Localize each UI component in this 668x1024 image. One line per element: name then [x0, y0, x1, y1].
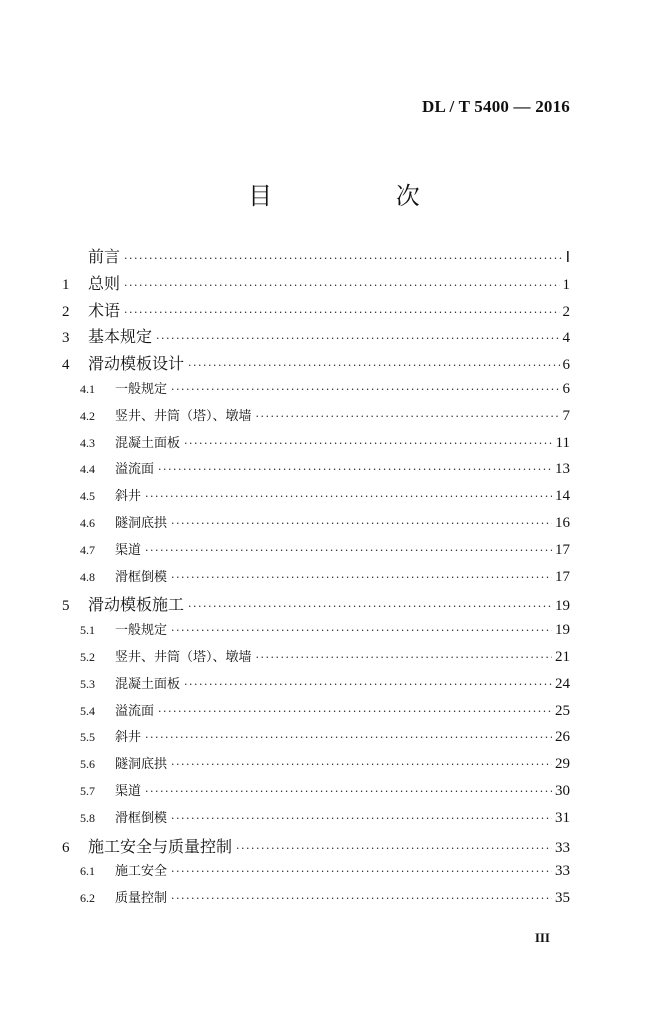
toc-entry[interactable]: [62, 592, 570, 619]
toc-entry-title: 总则: [88, 273, 121, 293]
toc-entry[interactable]: [62, 700, 570, 727]
toc-entry-page: 6: [562, 357, 570, 374]
toc-entry[interactable]: [62, 378, 570, 405]
toc-entry-number: 5: [62, 598, 70, 615]
toc-entry[interactable]: [62, 512, 570, 539]
table-of-contents: [62, 244, 570, 914]
toc-entry-page: 4: [562, 330, 570, 347]
toc-entry-page: 35: [555, 890, 570, 907]
toc-entry-page: 7: [562, 407, 570, 424]
page-title: 目 次: [248, 182, 478, 210]
toc-leader-dots: [171, 865, 552, 878]
toc-entry-title: 混凝土面板: [115, 676, 181, 692]
toc-entry-title: 混凝土面板: [115, 435, 181, 451]
toc-leader-dots: [171, 758, 552, 771]
page-number: III: [534, 930, 550, 945]
toc-entry-title: 溢流面: [115, 462, 155, 478]
toc-entry-number: 4.4: [80, 462, 95, 477]
toc-entry-title: 渠道: [115, 542, 142, 558]
toc-entry-page: 25: [555, 702, 570, 719]
toc-entry-number: 6.1: [80, 864, 95, 879]
toc-entry[interactable]: [62, 646, 570, 673]
toc-entry-page: 31: [555, 809, 570, 826]
toc-entry[interactable]: [62, 458, 570, 485]
toc-entry-page: 13: [555, 461, 570, 478]
toc-entry-number: 3: [62, 330, 70, 347]
toc-entry-number: 4.5: [80, 489, 95, 504]
toc-leader-dots: [171, 624, 552, 637]
toc-leader-dots: [171, 571, 552, 584]
toc-leader-dots: [145, 731, 552, 744]
toc-entry[interactable]: [62, 324, 570, 351]
toc-entry[interactable]: [62, 673, 570, 700]
toc-entry-title: 一般规定: [115, 623, 168, 639]
toc-entry[interactable]: [62, 566, 570, 593]
toc-entry[interactable]: [62, 834, 570, 861]
toc-leader-dots: [145, 544, 552, 557]
toc-entry-number: 5.1: [80, 623, 95, 638]
toc-entry-title: 施工安全: [115, 864, 168, 880]
toc-entry-page: 29: [555, 756, 570, 773]
toc-entry[interactable]: [62, 807, 570, 834]
toc-leader-dots: [171, 517, 552, 530]
toc-entry[interactable]: [62, 619, 570, 646]
toc-entry-title: 竖井、井筒（塔）、墩墙: [115, 649, 252, 665]
toc-entry-page: 16: [555, 514, 570, 531]
toc-entry-page: 19: [555, 598, 570, 615]
toc-entry-title: 滑动模板施工: [88, 595, 185, 615]
toc-entry-number: 5.3: [80, 676, 95, 691]
toc-entry-page: 2: [562, 303, 570, 320]
toc-entry-title: 斜井: [115, 489, 142, 505]
toc-entry-page: 33: [555, 839, 570, 856]
toc-entry-page: 17: [555, 541, 570, 558]
toc-entry-page: 14: [555, 488, 570, 505]
toc-leader-dots: [158, 705, 552, 718]
toc-leader-dots: [184, 437, 553, 450]
toc-entry-title: 竖井、井筒（塔）、墩墙: [115, 408, 252, 424]
toc-entry-title: 隧洞底拱: [115, 757, 168, 773]
toc-entry[interactable]: [62, 860, 570, 887]
toc-leader-dots: [236, 842, 552, 855]
toc-entry-page: 19: [555, 622, 570, 639]
toc-entry-title: 渠道: [115, 783, 142, 799]
toc-leader-dots: [188, 359, 559, 372]
toc-entry[interactable]: [62, 887, 570, 914]
toc-entry-title: 滑框倒模: [115, 810, 168, 826]
toc-leader-dots: [145, 785, 552, 798]
toc-entry-number: 4.3: [80, 435, 95, 450]
toc-entry-page: 17: [555, 568, 570, 585]
document-code: DL / T 5400 — 2016: [422, 97, 570, 116]
toc-entry-title: 溢流面: [115, 703, 155, 719]
toc-entry-number: 5.2: [80, 649, 95, 664]
toc-leader-dots: [188, 600, 552, 613]
toc-entry-title: 质量控制: [115, 891, 168, 907]
toc-entry-page: 1: [562, 276, 570, 293]
toc-entry-page: 21: [555, 648, 570, 665]
toc-entry[interactable]: [62, 485, 570, 512]
toc-entry[interactable]: [62, 244, 570, 271]
toc-leader-dots: [124, 279, 559, 292]
toc-entry-number: 4.2: [80, 408, 95, 423]
toc-entry[interactable]: [62, 351, 570, 378]
toc-leader-dots: [124, 306, 559, 319]
toc-entry-number: 6: [62, 839, 70, 856]
toc-entry[interactable]: [62, 753, 570, 780]
toc-entry-number: 6.2: [80, 891, 95, 906]
toc-leader-dots: [171, 812, 552, 825]
toc-leader-dots: [184, 678, 552, 691]
toc-leader-dots: [145, 490, 552, 503]
toc-entry[interactable]: [62, 271, 570, 298]
toc-entry-page: Ⅰ: [565, 250, 570, 266]
toc-entry-title: 斜井: [115, 730, 142, 746]
toc-entry[interactable]: [62, 405, 570, 432]
toc-leader-dots: [124, 252, 563, 265]
toc-entry-number: 5.6: [80, 757, 95, 772]
toc-entry-page: 11: [555, 434, 570, 451]
toc-leader-dots: [171, 892, 552, 905]
toc-entry-title: 术语: [88, 300, 121, 320]
toc-leader-dots: [256, 410, 560, 423]
toc-entry-page: 6: [562, 380, 570, 397]
toc-entry-title: 前言: [88, 247, 121, 266]
toc-entry[interactable]: [62, 726, 570, 753]
toc-entry-title: 滑动模板设计: [88, 354, 185, 374]
toc-entry-number: 5.5: [80, 730, 95, 745]
toc-entry-number: 4.8: [80, 569, 95, 584]
toc-entry-number: 4.1: [80, 381, 95, 396]
toc-entry-number: 1: [62, 276, 70, 293]
toc-entry-title: 施工安全与质量控制: [88, 836, 233, 856]
toc-entry-page: 26: [555, 729, 570, 746]
toc-leader-dots: [156, 332, 559, 345]
toc-leader-dots: [171, 383, 559, 396]
toc-entry-number: 5.7: [80, 783, 95, 798]
toc-leader-dots: [256, 651, 552, 664]
toc-entry-page: 33: [555, 863, 570, 880]
toc-entry[interactable]: [62, 432, 570, 459]
toc-entry-title: 滑框倒模: [115, 569, 168, 585]
toc-entry-title: 一般规定: [115, 381, 168, 397]
toc-leader-dots: [158, 463, 552, 476]
toc-entry-title: 基本规定: [88, 327, 153, 347]
toc-entry-number: 4: [62, 357, 70, 374]
toc-entry-page: 24: [555, 675, 570, 692]
toc-entry-number: 5.4: [80, 703, 95, 718]
toc-entry-number: 5.8: [80, 810, 95, 825]
toc-entry-number: 4.6: [80, 515, 95, 530]
toc-entry-title: 隧洞底拱: [115, 515, 168, 531]
toc-entry[interactable]: [62, 539, 570, 566]
toc-entry[interactable]: [62, 298, 570, 325]
toc-entry[interactable]: [62, 780, 570, 807]
toc-entry-page: 30: [555, 782, 570, 799]
toc-entry-number: 4.7: [80, 542, 95, 557]
toc-entry-number: 2: [62, 303, 70, 320]
